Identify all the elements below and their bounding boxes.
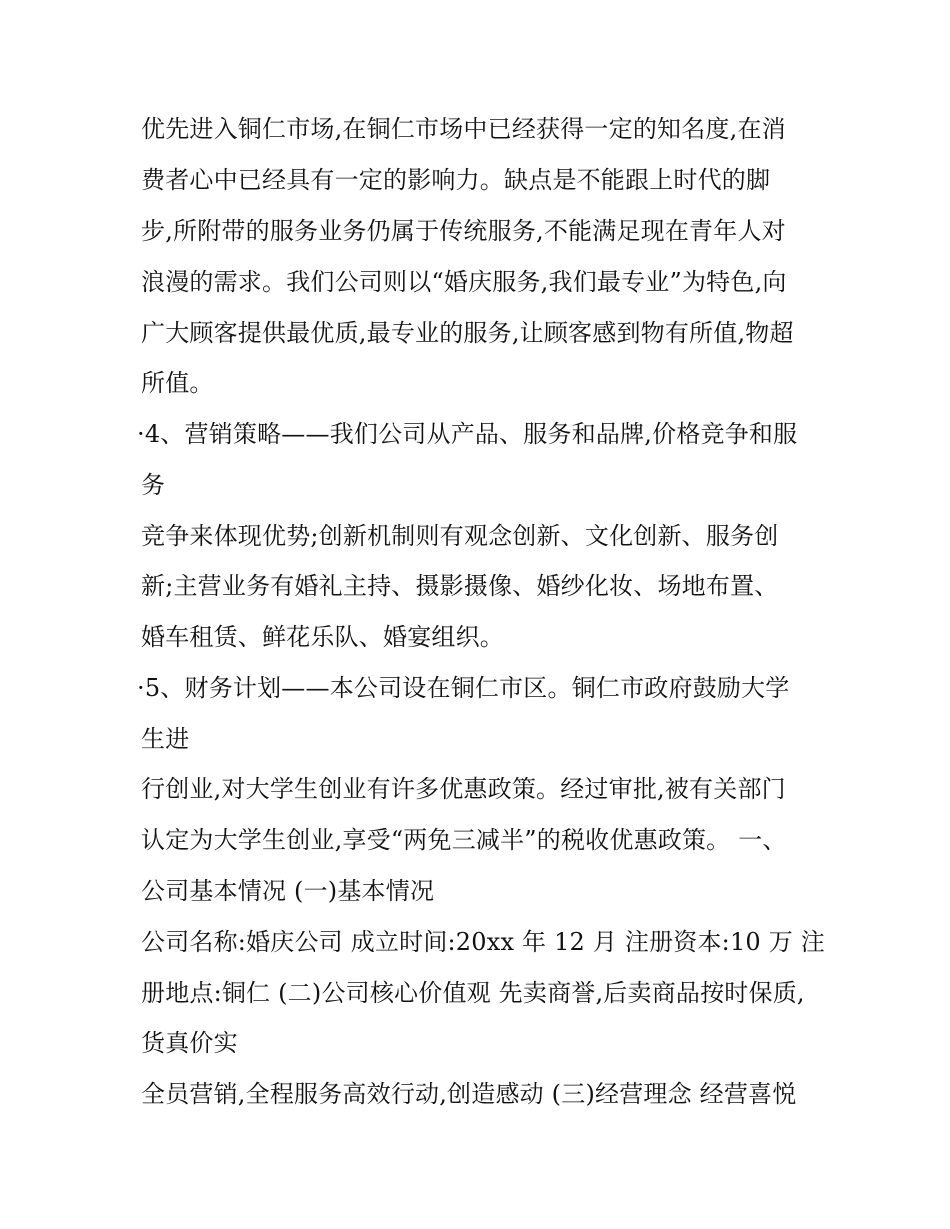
section-heading-line: ·4、营销策略——我们公司从产品、服务和品牌,价格竞争和服 (137, 420, 798, 448)
paragraph-line: 广大顾客提供最优质,最专业的服务,让顾客感到物有所值,物超 (141, 319, 794, 347)
paragraph-line: 全员营销,全程服务高效行动,创造感动 (三)经营理念 经营喜悦 (141, 1080, 797, 1108)
paragraph-line: 浪漫的需求。我们公司则以“婚庆服务,我们最专业”为特色,向 (141, 268, 787, 296)
paragraph-line: 行创业,对大学生创业有许多优惠政策。经过审批,被有关部门 (141, 775, 786, 803)
paragraph-line: 新;主营业务有婚礼主持、摄影摄像、婚纱化妆、场地布置、 (141, 572, 779, 600)
paragraph-line: 所值。 (141, 369, 214, 397)
paragraph-line: 婚车租赁、鲜花乐队、婚宴组织。 (141, 623, 504, 651)
paragraph-line: 费者心中已经具有一定的影响力。缺点是不能跟上时代的脚 (141, 166, 771, 194)
section-heading-line: ·5、财务计划——本公司设在铜仁市区。铜仁市政府鼓励大学 (137, 674, 790, 702)
paragraph-line: 认定为大学生创业,享受“两免三减半”的税收优惠政策。 一、 (141, 826, 787, 854)
paragraph-line: 生进 (141, 725, 190, 753)
paragraph-line: 册地点:铜仁 (二)公司核心价值观 先卖商誉,后卖商品按时保质, (141, 979, 805, 1007)
paragraph-line: 步,所附带的服务业务仍属于传统服务,不能满足现在青年人对 (141, 217, 786, 245)
paragraph-line: 务 (141, 471, 166, 499)
paragraph-line: 公司基本情况 (一)基本情况 (141, 877, 435, 905)
paragraph-line: 优先进入铜仁市场,在铜仁市场中已经获得一定的知名度,在消 (141, 115, 786, 143)
paragraph-line: 公司名称:婚庆公司 成立时间:20xx 年 12 月 注册资本:10 万 注 (141, 928, 825, 956)
paragraph-line: 竞争来体现优势;创新机制则有观念创新、文化创新、服务创 (141, 522, 779, 550)
paragraph-line: 货真价实 (141, 1029, 238, 1057)
